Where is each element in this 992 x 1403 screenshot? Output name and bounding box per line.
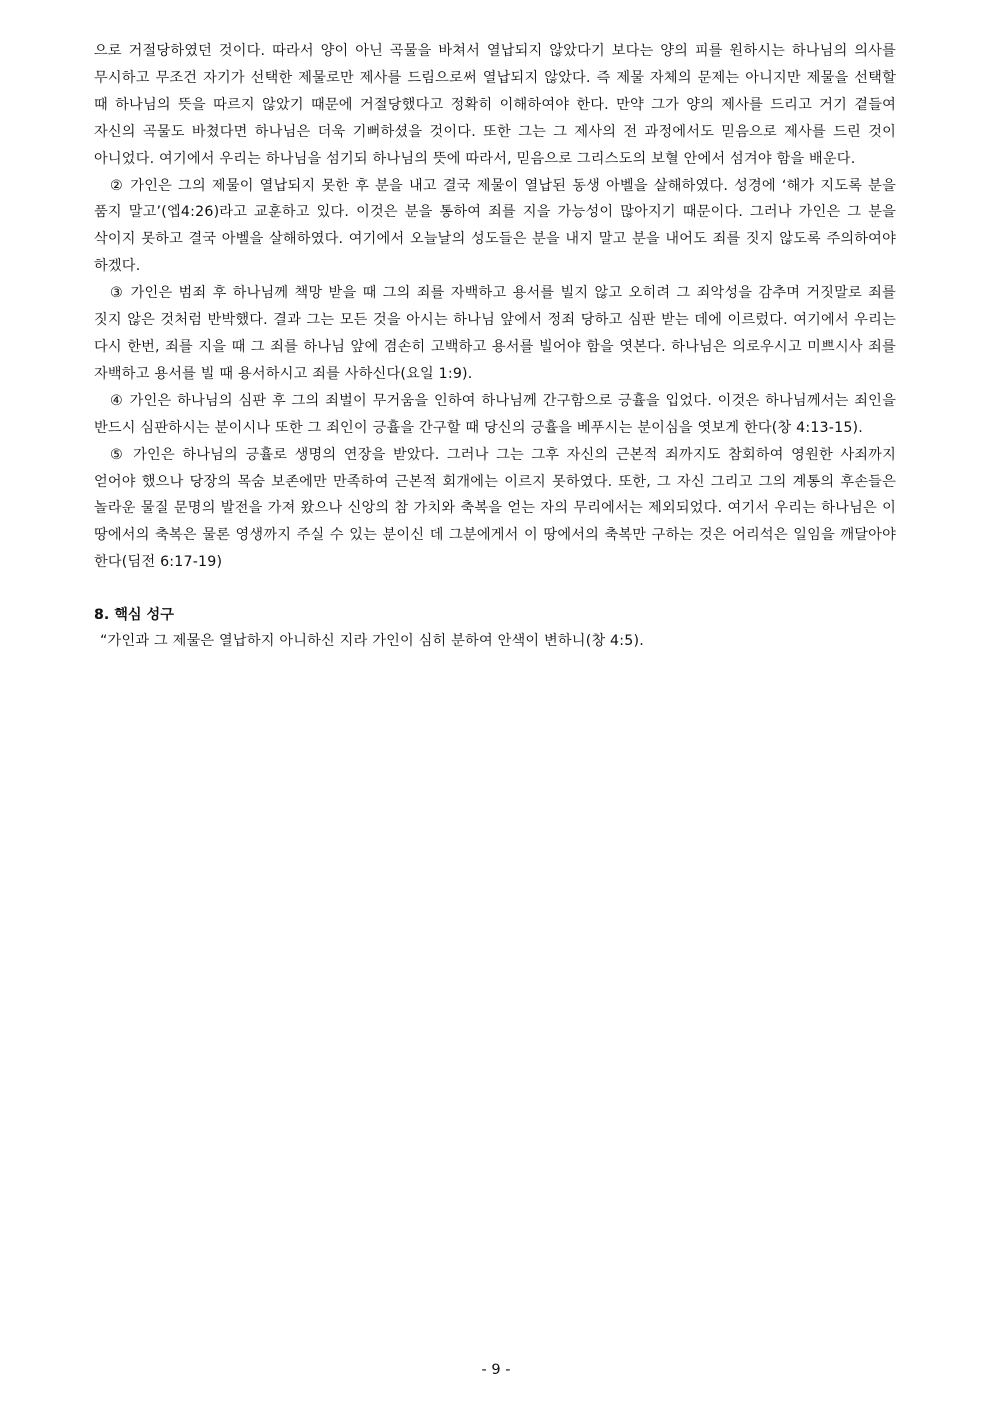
page-number: - 9 - [481,1362,511,1378]
paragraph-point-3: ③ 가인은 범죄 후 하나님께 책망 받을 때 그의 죄를 자백하고 용서를 빌지 않고 오히려 그 죄악성을 감추며 거짓말로 죄를 짓지 않은 것처럼 반박했다. 결과 그는 모든 것을 아시는 하나님 앞에서 정죄 당하고 심판 받는 데에 이르렀다. 여기에서 우리는 다시 한번, 죄를 지을 때 그 죄를 하나님 앞에 겸손히 고백하고 용서를 빌어야 함을 엿본다. 하나님은 의로우시고 미쁘시사 죄를 자백하고 용서를 빌 때 용서하시고 죄를 사하신다(요일 1:9). [94,285,896,382]
key-verse: “가인과 그 제물은 열납하지 아니하신 지라 가인이 심히 분하여 안색이 변하니(창 4:5). [100,633,644,650]
paragraph-continuation: 으로 거절당하였던 것이다. 따라서 양이 아닌 곡물을 바쳐서 열납되지 않았다기 보다는 양의 피를 원하시는 하나님의 의사를 무시하고 무조건 자기가 선택한 제물로만 제사를 드림으로써 열납되지 않았다. 즉 제물 자체의 문제는 아니지만 제물을 선택할 때 하나님의 뜻을 따르지 않았기 때문에 거절당했다고 정확히 이해하여야 한다. 만약 그가 양의 제사를 드리고 거기 곁들여 자신의 곡물도 바쳤다면 하나님은 더욱 기뻐하셨을 것이다. 또한 그는 그 제사의 전 과정에서도 믿음으로 제사를 드린 것이 아니었다. 여기에서 우리는 하나님을 섬기되 하나님의 뜻에 따라서, 믿음으로 그리스도의 보혈 안에서 섬겨야 함을 배운다. [94,43,896,167]
paragraph-point-4: ④ 가인은 하나님의 심판 후 그의 죄벌이 무거움을 인하여 하나님께 간구함으로 긍휼을 입었다. 이것은 하나님께서는 죄인을 반드시 심판하시는 분이시나 또한 그 죄인이 긍휼을 간구할 때 당신의 긍휼을 베푸시는 분이심을 엿보게 한다(창 4:13-15). [94,392,896,436]
section-heading: 8. 핵심 성구 [94,607,174,624]
document-body [94,38,896,654]
paragraph-point-2: ② 가인은 그의 제물이 열납되지 못한 후 분을 내고 결국 제물이 열납된 동생 아벨을 살해하였다. 성경에 ‘해가 지도록 분을 품지 말고’(엡4:26)라고 교훈하고 있다. 이것은 분을 통하여 죄를 지을 가능성이 많아지기 때문이다. 그러나 가인은 그 분을 삭이지 못하고 결국 아벨을 살해하였다. 여기에서 오늘날의 성도들은 분을 내지 말고 분을 내어도 죄를 짓지 않도록 주의하여야 하겠다. [94,177,896,275]
paragraph-point-5: ⑤ 가인은 하나님의 긍휼로 생명의 연장을 받았다. 그러나 그는 그후 자신의 근본적 죄까지도 참회하여 영원한 사죄까지 얻어야 했으나 당장의 목숨 보존에만 만족하여 근본적 회개에는 이르지 못하였다. 또한, 그 자신 그리고 그의 계통의 후손들은 놀라운 물질 문명의 발전을 가져 왔으나 신앙의 참 가치와 축복을 얻는 자의 무리에서는 제외되었다. 여기서 우리는 하나님은 이 땅에서의 축복은 물론 영생까지 주실 수 있는 분이신 데 그분에게서 이 땅에서의 축복만 구하는 것은 어리석은 일임을 깨달아야 한다(딤전 6:17-19) [94,446,896,571]
